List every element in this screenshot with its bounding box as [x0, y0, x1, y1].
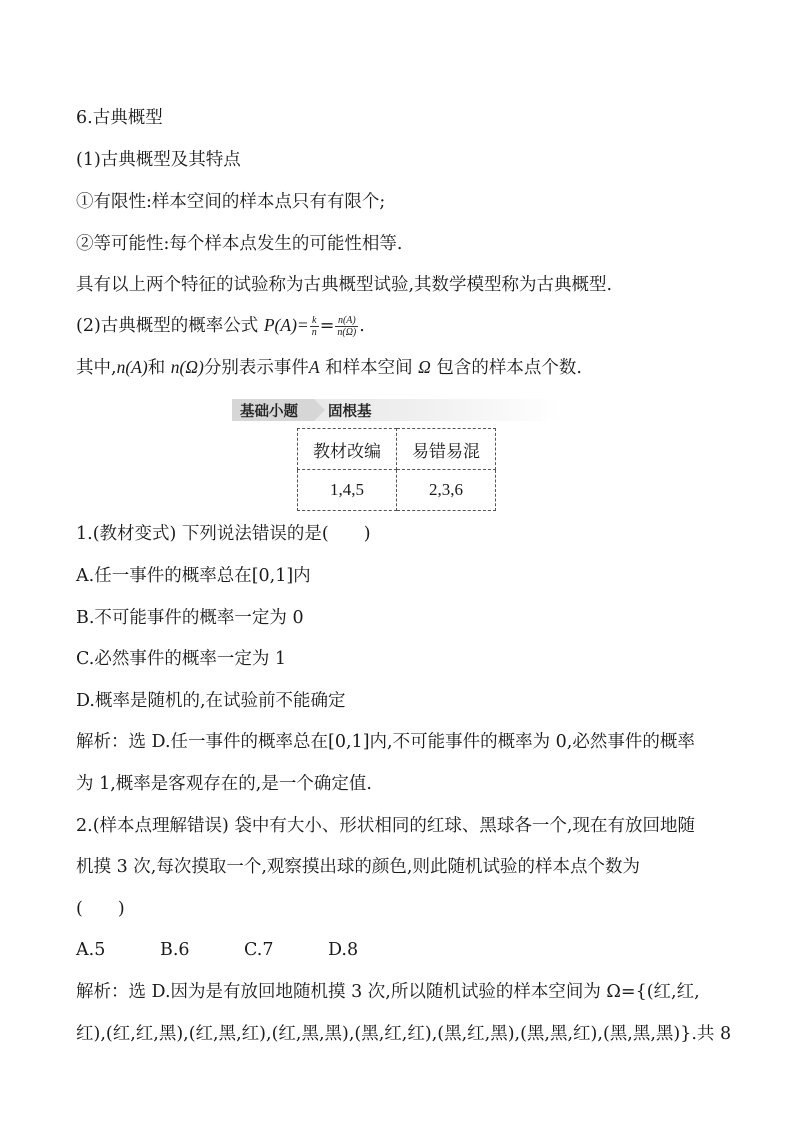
question-2-option-c: C.7 — [244, 940, 274, 960]
question-2-stem-line-3: ( ) — [76, 899, 125, 919]
formula-end: . — [359, 316, 365, 336]
question-2-stem-line-1: 2.(样本点理解错误) 袋中有大小、形状相同的红球、黑球各一个,现在有放回地随 — [76, 816, 695, 836]
question-2-option-a: A.5 — [76, 940, 106, 960]
table-cell-textbook-problems: 1,4,5 — [298, 470, 397, 511]
note-text: 分别表示事件 — [203, 358, 309, 378]
formula-line — [76, 313, 365, 338]
note-text: 其中, — [76, 358, 117, 378]
note-math: n(A) — [116, 357, 148, 377]
fraction-denominator: n — [311, 327, 317, 338]
question-2-options — [76, 938, 358, 962]
feature-equal-likelihood: ②等可能性:每个样本点发生的可能性相等. — [76, 234, 403, 254]
question-1-option-a: A.任一事件的概率总在[0,1]内 — [76, 566, 311, 586]
table-header-error-prone: 易错易混 — [397, 429, 496, 470]
formula-equals: = — [319, 316, 335, 336]
section-banner — [232, 399, 562, 421]
note-math: Ω — [418, 357, 431, 377]
definition-summary: 具有以上两个特征的试验称为古典概型试验,其数学模型称为古典概型. — [76, 275, 613, 295]
question-2-answer-line-1: 解析：选 D.因为是有放回地随机摸 3 次,所以随机试验的样本空间为 Ω={(红,红, — [76, 982, 700, 1002]
note-math: A — [308, 357, 320, 377]
table-cell-error-prone-problems: 2,3,6 — [397, 470, 496, 511]
banner-label-basic: 基础小题 — [240, 404, 298, 420]
question-1-stem: 1.(教材变式) 下列说法错误的是( ) — [76, 524, 371, 544]
question-1-option-d: D.概率是随机的,在试验前不能确定 — [76, 691, 346, 711]
note-math: n(Ω) — [170, 357, 204, 377]
fraction-k-over-n — [310, 315, 319, 338]
question-2-stem-line-2: 机摸 3 次,每次摸取一个,观察摸出球的颜色,则此随机试验的样本点个数为 — [76, 857, 640, 877]
question-2-option-b: B.6 — [160, 940, 190, 960]
feature-finiteness: ①有限性:样本空间的样本点只有有限个; — [76, 192, 386, 212]
question-1-answer-line-1: 解析：选 D.任一事件的概率总在[0,1]内,不可能事件的概率为 0,必然事件的概率 — [76, 732, 695, 752]
subheading-features: (1)古典概型及其特点 — [76, 150, 241, 170]
question-1-option-b: B.不可能事件的概率一定为 0 — [76, 608, 304, 628]
fraction-denominator: n(Ω) — [337, 327, 357, 338]
fraction-numerator: n(A) — [335, 315, 358, 327]
question-2-answer-line-2: 红),(红,红,黑),(红,黑,红),(红,黑,黑),(黑,红,红),(黑,红,黑),(黑,黑,红),(黑,黑,黑)}.共 8 — [76, 1024, 732, 1044]
note-text: 包含的样本点个数. — [430, 358, 582, 378]
section-title: 6.古典概型 — [76, 108, 163, 128]
question-1-answer-line-2: 为 1,概率是客观存在的,是一个确定值. — [76, 774, 372, 794]
fraction-nA-over-nOmega — [335, 315, 358, 338]
formula-lhs: P(A)= — [263, 315, 309, 335]
formula-explanation — [76, 355, 582, 380]
note-text: 和样本空间 — [319, 358, 419, 378]
note-text: 和 — [147, 358, 171, 378]
problem-selection-table — [297, 428, 496, 511]
question-2-option-d: D.8 — [328, 940, 359, 960]
formula-prefix: (2)古典概型的概率公式 — [76, 316, 264, 336]
banner-label-foundation: 固根基 — [328, 404, 372, 420]
table-header-textbook: 教材改编 — [298, 429, 397, 470]
fraction-numerator: k — [310, 315, 319, 327]
question-1-option-c: C.必然事件的概率一定为 1 — [76, 649, 287, 669]
